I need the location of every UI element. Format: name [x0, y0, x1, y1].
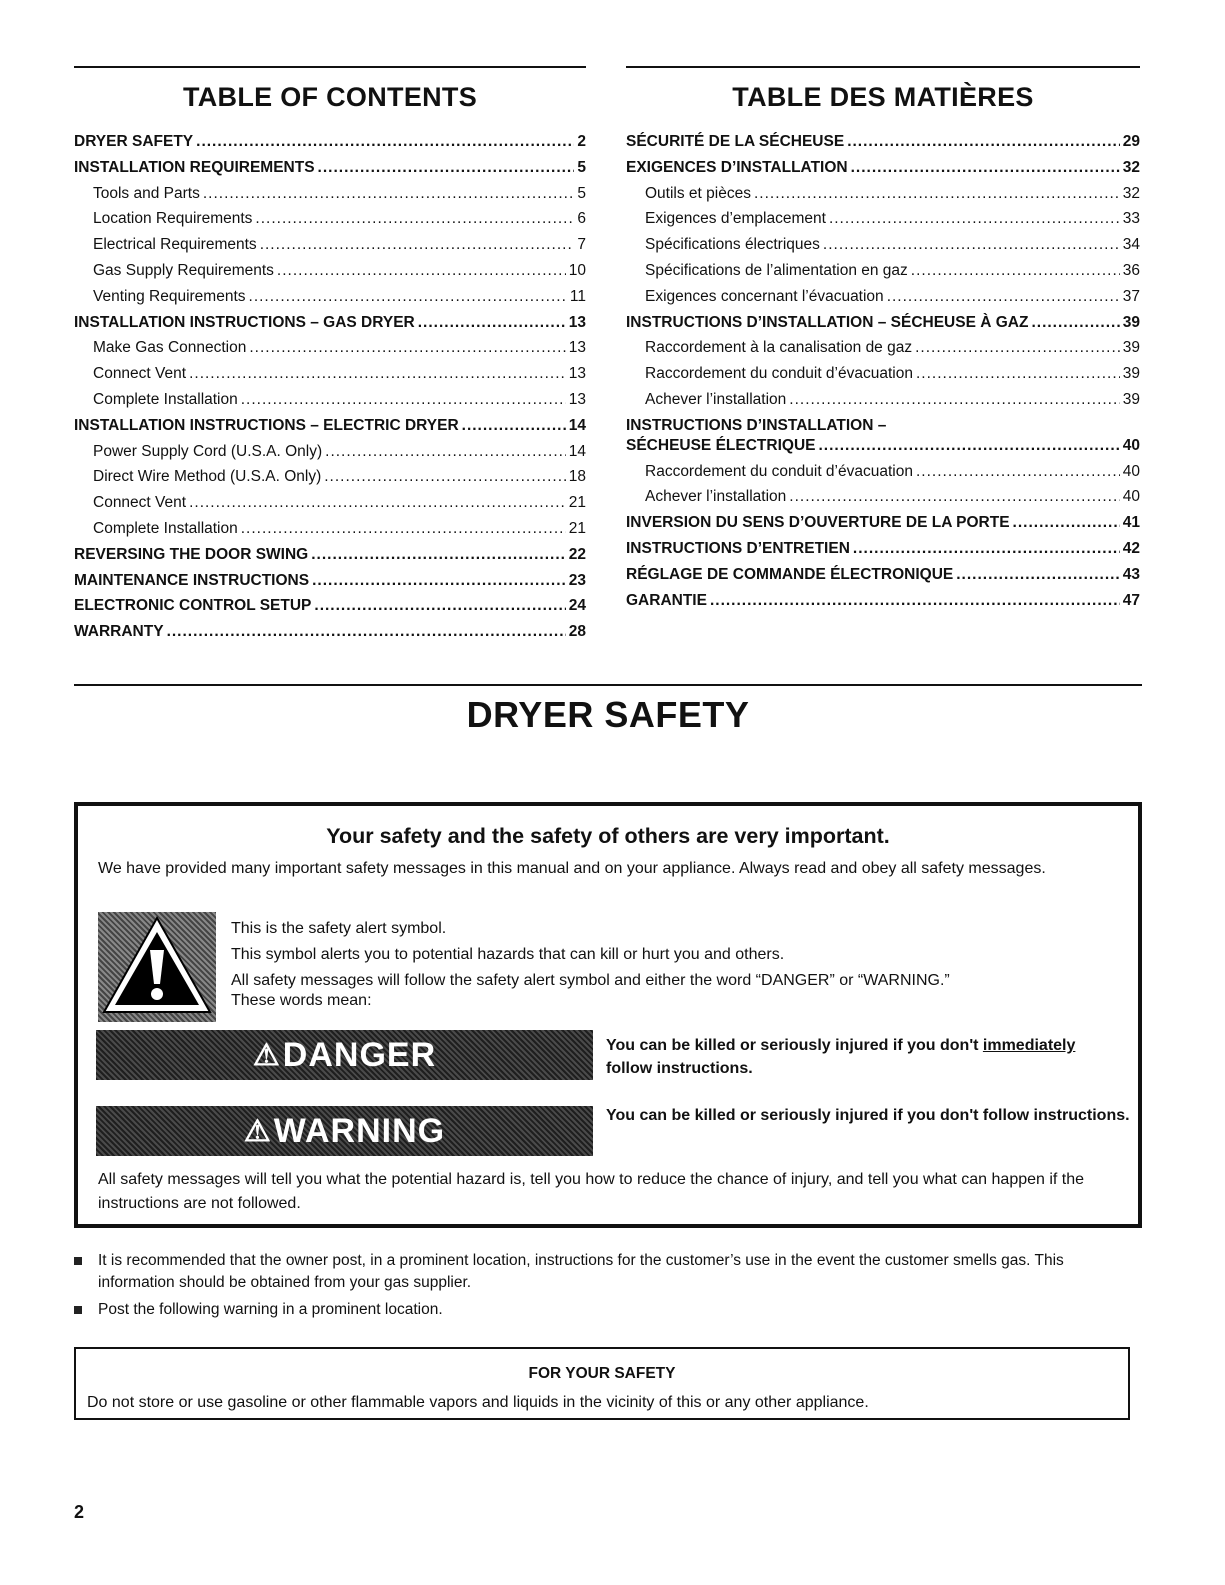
alert-line: This symbol alerts you to potential hazards that can kill or hurt you and others. [231, 946, 785, 963]
toc-entry-leader [260, 236, 575, 254]
toc-entry-leader [311, 546, 566, 564]
toc-entry-label: Complete Installation [93, 519, 238, 537]
toc-entry[interactable] [74, 288, 586, 314]
toc-entry-leader [418, 314, 566, 332]
toc-english-list [74, 133, 586, 649]
toc-entry-label: Gas Supply Requirements [93, 261, 274, 279]
toc-entry-label: INSTALLATION INSTRUCTIONS – GAS DRYER [74, 313, 415, 331]
toc-entry[interactable] [626, 288, 1140, 314]
toc-entry[interactable] [626, 592, 1140, 618]
toc-entry[interactable] [74, 159, 586, 185]
toc-entry[interactable] [626, 488, 1140, 514]
toc-entry-leader [324, 468, 566, 486]
toc-entry-leader [462, 417, 566, 435]
toc-entry-page: 47 [1122, 591, 1140, 609]
toc-entry[interactable] [74, 133, 586, 159]
safety-headline: Your safety and the safety of others are very important. [326, 824, 890, 848]
toc-entry-leader [318, 159, 575, 177]
toc-entry-page: 39 [1122, 365, 1140, 383]
toc-entry[interactable] [626, 159, 1140, 185]
toc-entry-page: 21 [568, 519, 586, 537]
toc-entry[interactable] [74, 572, 586, 598]
toc-entry[interactable] [626, 210, 1140, 236]
toc-entry-leader [956, 566, 1120, 584]
alert-line: All safety messages will follow the safety alert symbol and either the word “DANGER” or “WARNING.” [231, 972, 950, 989]
bullet-text: It is recommended that the owner post, in a prominent location, instructions for the customer’s use in the event the customer smells gas. This information should be obtained from your gas supplier. [98, 1252, 1064, 1291]
bullet-square-icon [74, 1257, 82, 1265]
toc-entry-leader [916, 365, 1120, 383]
toc-entry[interactable] [74, 391, 586, 417]
toc-entry-page: 5 [577, 184, 586, 202]
dryer-safety-section [74, 684, 1142, 736]
page-number: 2 [74, 1502, 85, 1522]
toc-entry-label: RÉGLAGE DE COMMANDE ÉLECTRONIQUE [626, 565, 954, 583]
toc-entry-page: 40 [1122, 436, 1140, 454]
toc-entry[interactable] [626, 514, 1140, 540]
safety-intro: We have provided many important safety messages in this manual and on your appliance. Always read and obey all safety messages. [98, 860, 1046, 877]
toc-entry-label: REVERSING THE DOOR SWING [74, 545, 309, 563]
toc-entry[interactable] [74, 339, 586, 365]
toc-entry-label: Tools and Parts [93, 184, 200, 202]
toc-entry-label: WARRANTY [74, 623, 164, 641]
toc-entry-leader [853, 540, 1120, 558]
toc-entry-leader [911, 262, 1120, 280]
toc-entry-leader [189, 365, 566, 383]
toc-entry-label: Exigences concernant l’évacuation [645, 287, 884, 305]
toc-entry-label: MAINTENANCE INSTRUCTIONS [74, 571, 310, 589]
danger-description [606, 1034, 1136, 1080]
toc-entry[interactable] [626, 314, 1140, 340]
toc-entry-label: Location Requirements [93, 210, 253, 228]
toc-entry-leader [203, 185, 575, 203]
toc-entry-leader [167, 623, 566, 641]
toc-entry-page: 42 [1122, 539, 1140, 557]
toc-entry[interactable] [74, 417, 586, 443]
toc-entry-leader [312, 572, 566, 590]
toc-french-heading: TABLE DES MATIÈRES [732, 82, 1034, 112]
toc-entry[interactable] [74, 623, 586, 649]
toc-entry-leader [277, 262, 566, 280]
toc-entry-page: 10 [568, 261, 586, 279]
toc-entry-label: Raccordement du conduit d’évacuation [645, 365, 913, 383]
toc-entry-page: 39 [1122, 339, 1140, 357]
toc-entry-page: 11 [569, 287, 586, 305]
toc-entry-page: 36 [1122, 261, 1140, 279]
toc-entry-label: INSTALLATION INSTRUCTIONS – ELECTRIC DRYER [74, 416, 459, 434]
for-your-safety-title: FOR YOUR SAFETY [528, 1365, 676, 1382]
toc-french-rule [626, 66, 1140, 68]
toc-entry-leader [249, 339, 565, 357]
toc-entry[interactable] [626, 185, 1140, 211]
toc-entry-page: 37 [1122, 287, 1140, 305]
toc-entry-leader [249, 288, 567, 306]
toc-entry[interactable] [74, 546, 586, 572]
toc-entry-label: Achever l’installation [645, 390, 787, 408]
toc-entry-page: 5 [577, 158, 586, 176]
toc-entry-leader [710, 592, 1120, 610]
toc-entry-leader [255, 210, 574, 228]
toc-entry-page: 28 [568, 623, 586, 641]
toc-entry-page: 23 [568, 571, 586, 589]
for-your-safety-text: Do not store or use gasoline or other flammable vapors and liquids in the vicinity of this or any other appliance. [87, 1394, 869, 1411]
toc-entry-leader [196, 133, 574, 151]
toc-entry[interactable] [626, 566, 1140, 592]
toc-entry-label: Connect Vent [93, 365, 187, 383]
toc-entry-label: GARANTIE [626, 591, 707, 609]
toc-entry[interactable] [626, 262, 1140, 288]
toc-entry-leader [851, 159, 1120, 177]
toc-french-list-a [626, 133, 1140, 417]
toc-entry-page: 32 [1122, 184, 1140, 202]
toc-entry-page: 43 [1122, 565, 1140, 583]
toc-entry-leader [789, 488, 1119, 506]
toc-entry[interactable] [74, 468, 586, 494]
toc-entry[interactable] [74, 236, 586, 262]
toc-entry-leader [823, 236, 1120, 254]
toc-entry-page: 13 [568, 365, 586, 383]
toc-entry-leader [241, 391, 566, 409]
toc-entry-page: 13 [568, 339, 586, 357]
toc-entry-page: 13 [568, 390, 586, 408]
toc-entry-label: Power Supply Cord (U.S.A. Only) [93, 442, 323, 460]
toc-entry-page: 33 [1122, 210, 1140, 228]
list-item [74, 1299, 1142, 1321]
danger-signal-panel [96, 1030, 593, 1080]
toc-entry-label: INSTRUCTIONS D’ENTRETIEN [626, 539, 850, 557]
warning-triangle-icon: ⚠ [243, 1114, 272, 1148]
toc-entry-page: 21 [568, 494, 586, 512]
toc-entry-label: Outils et pièces [645, 184, 751, 202]
toc-entry[interactable] [626, 391, 1140, 417]
toc-entry-leader [818, 437, 1119, 455]
toc-entry-page: 14 [568, 416, 586, 434]
toc-entry-label: Spécifications électriques [645, 236, 820, 254]
toc-entry[interactable] [74, 314, 586, 340]
toc-entry[interactable] [626, 339, 1140, 365]
bullet-text: Post the following warning in a prominent location. [98, 1301, 443, 1318]
toc-entry[interactable] [626, 540, 1140, 566]
toc-entry[interactable] [74, 185, 586, 211]
toc-entry-leader [1013, 514, 1120, 532]
toc-entry-label: Achever l’installation [645, 488, 787, 506]
toc-entry-label: EXIGENCES D’INSTALLATION [626, 158, 848, 176]
toc-entry[interactable] [626, 463, 1140, 489]
bullet-square-icon [74, 1306, 82, 1314]
toc-entry[interactable] [626, 133, 1140, 159]
warning-label: WARNING [273, 1111, 446, 1150]
safety-message-box [74, 802, 1142, 1228]
toc-entry-leader [916, 463, 1120, 481]
section-title: DRYER SAFETY [466, 694, 750, 735]
danger-text-end: follow instructions. [606, 1060, 753, 1077]
toc-entry-label: DRYER SAFETY [74, 133, 194, 150]
toc-entry-leader [887, 288, 1120, 306]
alert-line: These words mean: [231, 992, 372, 1009]
toc-entry-page: 2 [577, 133, 586, 150]
toc-entry-page: 22 [568, 545, 586, 563]
toc-english-rule [74, 66, 586, 68]
safety-closing-text: All safety messages will tell you what the potential hazard is, tell you how to reduce the chance of injury, and tell you what can happen if the instructions are not followed. [98, 1171, 1085, 1212]
toc-entry-leader [241, 520, 566, 538]
warning-signal-panel [96, 1106, 593, 1156]
danger-text-start: You can be killed or seriously injured if you don't [606, 1037, 983, 1054]
toc-entry-label: Direct Wire Method (U.S.A. Only) [93, 468, 322, 486]
toc-entry[interactable] [74, 262, 586, 288]
toc-entry-page: 14 [568, 442, 586, 460]
toc-entry-page: 13 [568, 313, 586, 331]
toc-entry-leader [789, 391, 1119, 409]
toc-french-list-b [626, 463, 1140, 618]
toc-entry[interactable] [626, 236, 1140, 262]
toc-entry-label: SÉCHEUSE ÉLECTRIQUE [626, 436, 816, 454]
toc-entry-page: 18 [568, 468, 586, 486]
toc-entry-leader [189, 494, 566, 512]
toc-entry-label: SÉCURITÉ DE LA SÉCHEUSE [626, 133, 845, 150]
alert-description [231, 916, 1091, 1014]
toc-french-electric-entry[interactable] [626, 437, 1140, 463]
alert-line: This is the safety alert symbol. [231, 920, 447, 937]
toc-entry-leader [325, 443, 566, 461]
section-rule [74, 684, 1142, 686]
toc-entry-leader [1031, 314, 1119, 332]
toc-entry-label: Spécifications de l’alimentation en gaz [645, 261, 908, 279]
toc-entry-label: INSTRUCTIONS D’INSTALLATION – SÉCHEUSE À GAZ [626, 313, 1029, 331]
toc-entry[interactable] [74, 494, 586, 520]
toc-entry[interactable] [74, 365, 586, 391]
toc-entry[interactable] [74, 597, 586, 623]
toc-english [74, 66, 586, 649]
toc-entry-label: Venting Requirements [93, 287, 246, 305]
toc-entry-label: INSTALLATION REQUIREMENTS [74, 158, 315, 176]
danger-text-emphasis: immediately [982, 1037, 1076, 1054]
toc-entry-leader [915, 339, 1120, 357]
toc-entry-leader [754, 185, 1120, 203]
toc-entry-page: 32 [1122, 158, 1140, 176]
toc-entry-label: INVERSION DU SENS D’OUVERTURE DE LA PORTE [626, 514, 1010, 532]
warning-triangle-icon: ⚠ [252, 1038, 281, 1072]
for-your-safety-box [74, 1347, 1130, 1420]
toc-entry-label: Raccordement du conduit d’évacuation [645, 462, 913, 480]
toc-entry-page: 39 [1122, 313, 1140, 331]
toc-entry-page: 7 [577, 236, 586, 254]
danger-label: DANGER [282, 1035, 437, 1074]
toc-entry[interactable] [626, 365, 1140, 391]
toc-entry-label: Exigences d’emplacement [645, 210, 826, 228]
toc-entry[interactable] [74, 520, 586, 546]
toc-entry-label: Raccordement à la canalisation de gaz [645, 339, 913, 357]
toc-entry[interactable] [74, 443, 586, 469]
toc-entry-page: 24 [568, 597, 586, 615]
toc-entry-page: 34 [1122, 236, 1140, 254]
toc-entry[interactable] [74, 210, 586, 236]
toc-entry-label: Complete Installation [93, 390, 238, 408]
toc-entry-page: 39 [1122, 390, 1140, 408]
toc-entry-page: 40 [1122, 462, 1140, 480]
toc-entry-page: 40 [1122, 488, 1140, 506]
toc-entry-label: Connect Vent [93, 494, 187, 512]
toc-english-heading: TABLE OF CONTENTS [182, 82, 478, 112]
list-item [74, 1250, 1142, 1294]
bullet-list [74, 1250, 1142, 1326]
warning-description: You can be killed or seriously injured if you don't follow instructions. [606, 1107, 1130, 1124]
safety-alert-icon [98, 912, 216, 1022]
toc-entry-page: 29 [1122, 133, 1140, 150]
toc-entry-page: 6 [577, 210, 586, 228]
toc-entry-leader [847, 133, 1120, 151]
toc-entry-label: Make Gas Connection [93, 339, 247, 357]
toc-french [626, 66, 1140, 617]
toc-entry-label: Electrical Requirements [93, 236, 257, 254]
toc-entry-label: ELECTRONIC CONTROL SETUP [74, 597, 312, 615]
toc-entry-page: 41 [1122, 514, 1140, 532]
toc-entry-leader [314, 597, 565, 615]
toc-french-electric-line1: INSTRUCTIONS D’INSTALLATION – [626, 416, 887, 434]
toc-entry-leader [829, 210, 1120, 228]
